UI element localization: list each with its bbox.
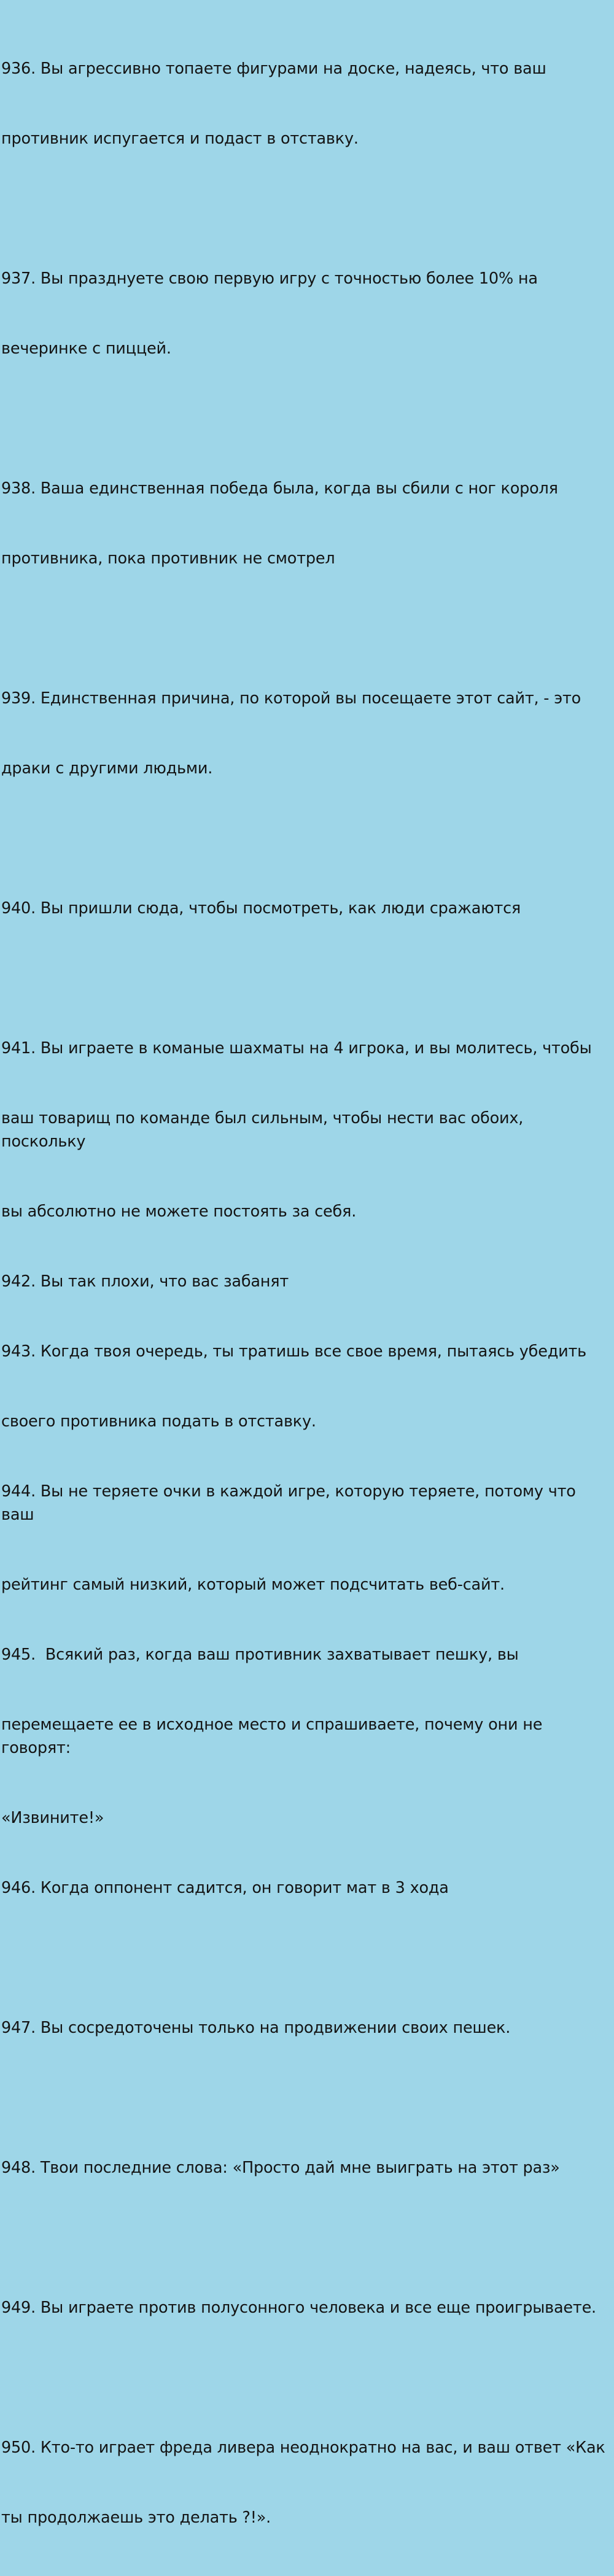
text-line: 939. Единственная причина, по которой вы посещаете этот сайт, - это <box>1 689 581 708</box>
list-item <box>1 2110 609 2226</box>
list-item <box>1 850 609 967</box>
list-item <box>1 220 609 407</box>
text-line: ваш товарищ по команде был сильным, чтобы нести вас обоих, поскольку <box>1 1109 529 1151</box>
text-line: 950. Кто-то играет фреда ливера неоднократно на вас, и ваш ответ «Как <box>1 2439 605 2457</box>
list-item <box>1 2249 609 2366</box>
text-line: 940. Вы пришли сюда, чтобы посмотреть, как люди сражаются <box>1 899 521 918</box>
list-item <box>1 10 609 197</box>
list-item <box>1 1970 609 2086</box>
text-line: вы абсолютно не можете постоять за себя. <box>1 1202 357 1221</box>
text-line: противника, пока противник не смотрел <box>1 549 335 568</box>
text-line: драки с другими людьми. <box>1 759 213 778</box>
text-line: 938. Ваша единственная победа была, когда вы сбили с ног короля <box>1 479 558 498</box>
text-line: 948. Твои последние слова: «Просто дай мне выиграть на этот раз» <box>1 2159 560 2177</box>
text-line: 946. Когда оппонент садится, он говорит мат в 3 хода <box>1 1879 449 1897</box>
list-item <box>1 2389 609 2576</box>
list-item <box>1 430 609 617</box>
document-body <box>1 10 609 2576</box>
text-line: рейтинг самый низкий, который может подсчитать веб-сайт. <box>1 1576 505 1594</box>
text-line: 947. Вы сосредоточены только на продвижении своих пешек. <box>1 2019 511 2037</box>
text-line: 943. Когда твоя очередь, ты тратишь все свое время, пытаясь убедить <box>1 1342 586 1361</box>
text-line: противник испугается и подаст в отставку. <box>1 130 359 148</box>
text-line: ты продолжаешь это делать ?!». <box>1 2508 271 2527</box>
text-line: 949. Вы играете против полусонного человека и все еще проигрываете. <box>1 2299 596 2317</box>
text-line: вечеринке с пиццей. <box>1 339 171 358</box>
text-line: перемещаете ее в исходное место и спрашиваете, почему они не говорят: <box>1 1715 548 1757</box>
text-line: 944. Вы не теряете очки в каждой игре, которую теряете, потому что ваш <box>1 1482 581 1524</box>
text-line: своего противника подать в отставку. <box>1 1412 316 1431</box>
list-item <box>1 990 609 1946</box>
text-line: 937. Вы празднуете свою первую игру с точностью более 10% на <box>1 269 538 288</box>
text-line: 945. Всякий раз, когда ваш противник захватывает пешку, вы <box>1 1646 519 1664</box>
text-line: 936. Вы агрессивно топаете фигурами на доске, надеясь, что ваш <box>1 60 546 78</box>
text-line: 941. Вы играете в команые шахматы на 4 игрока, и вы молитесь, чтобы <box>1 1039 592 1058</box>
list-item <box>1 640 609 827</box>
text-line: «Извините!» <box>1 1809 104 1827</box>
text-line: 942. Вы так плохи, что вас забанят <box>1 1272 289 1291</box>
